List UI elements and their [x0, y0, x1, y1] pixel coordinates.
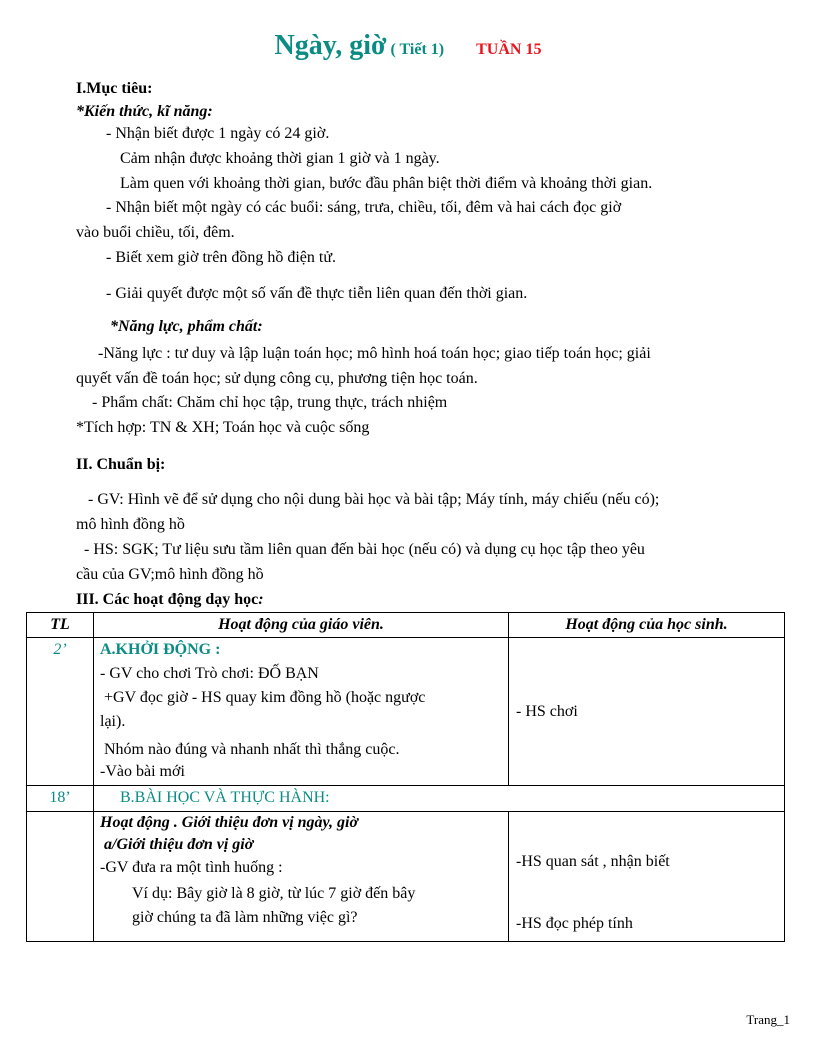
row-time: 2’ — [27, 638, 94, 786]
row-time: 18’ — [27, 786, 94, 812]
teacher-activity — [94, 812, 509, 942]
header-student: Hoạt động của học sinh. — [509, 613, 785, 638]
page-title — [0, 30, 816, 62]
teacher-line: - GV cho chơi Trò chơi: ĐỐ BẠN — [100, 665, 319, 682]
student-line: -HS đọc phép tính — [516, 915, 633, 932]
objective-line: - Biết xem giờ trên đồng hồ điện tử. — [106, 249, 336, 266]
objective-line: vào buổi chiều, tối, đêm. — [76, 224, 235, 241]
page-number: Trang_1 — [746, 1012, 790, 1027]
student-activity — [509, 812, 785, 942]
competence-line: *Tích hợp: TN & XH; Toán học và cuộc sống — [76, 419, 370, 436]
teacher-line: -Vào bài mới — [100, 763, 185, 780]
section3-heading: III. Các hoạt động dạy học: — [76, 591, 264, 608]
objective-line: Cảm nhận được khoảng thời gian 1 giờ và 1 ngày. — [120, 150, 440, 167]
activity-subtitle: a/Giới thiệu đơn vị giờ — [104, 836, 254, 853]
section2-heading: II. Chuẩn bị: — [76, 456, 166, 473]
preparation-line: - GV: Hình vẽ để sử dụng cho nội dung bài học và bài tập; Máy tính, máy chiếu (nếu có); — [88, 491, 660, 508]
preparation-line: - HS: SGK; Tư liệu sưu tầm liên quan đến bài học (nếu có) và dụng cụ học tập theo yêu — [84, 541, 645, 558]
competence-heading: *Năng lực, phẩm chất: — [110, 318, 263, 335]
competence-line: -Năng lực : tư duy và lập luận toán học; mô hình hoá toán học; giao tiếp toán học; giải — [98, 345, 651, 362]
header-time: TL — [27, 613, 94, 638]
section1-heading: I.Mục tiêu: — [76, 80, 153, 97]
objective-line: - Nhận biết được 1 ngày có 24 giờ. — [106, 125, 330, 142]
section-b-title: B.BÀI HỌC VÀ THỰC HÀNH: — [94, 786, 785, 812]
objective-line: - Giải quyết được một số vấn đề thực tiễn liên quan đến thời gian. — [106, 285, 528, 302]
objective-line: Làm quen với khoảng thời gian, bước đầu phân biệt thời điểm và khoảng thời gian. — [120, 175, 653, 192]
table-row — [27, 638, 785, 786]
lesson-period: ( Tiết 1) — [390, 41, 445, 58]
student-activity: - HS chơi — [509, 638, 785, 786]
preparation-line: cầu của GV;mô hình đồng hồ — [76, 566, 264, 583]
table-row — [27, 812, 785, 942]
teacher-activity — [94, 638, 509, 786]
week-label: TUẦN 15 — [476, 41, 542, 58]
student-line: -HS quan sát , nhận biết — [516, 853, 670, 870]
activities-table — [26, 612, 785, 942]
table-row — [27, 786, 785, 812]
teacher-line: giờ chúng ta đã làm những việc gì? — [132, 909, 358, 926]
row-time-empty — [27, 812, 94, 942]
preparation-line: mô hình đồng hồ — [76, 516, 185, 533]
teacher-line: -GV đưa ra một tình huống : — [100, 859, 283, 876]
competence-line: quyết vấn đề toán học; sử dụng công cụ, phương tiện học toán. — [76, 370, 478, 387]
teacher-line: +GV đọc giờ - HS quay kim đồng hồ (hoặc ngược — [100, 689, 426, 706]
competence-line: - Phẩm chất: Chăm chỉ học tập, trung thực, trách nhiệm — [92, 394, 448, 411]
warmup-title: A.KHỞI ĐỘNG : — [100, 641, 221, 658]
teacher-line: Ví dụ: Bây giờ là 8 giờ, từ lúc 7 giờ đến bây — [132, 885, 416, 902]
lesson-title: Ngày, giờ — [274, 30, 387, 61]
activity-title: Hoạt động . Giới thiệu đơn vị ngày, giờ — [100, 814, 359, 831]
teacher-line: Nhóm nào đúng và nhanh nhất thì thắng cuộc. — [100, 741, 400, 758]
header-teacher: Hoạt động của giáo viên. — [94, 613, 509, 638]
objective-line: - Nhận biết một ngày có các buổi: sáng, trưa, chiều, tối, đêm và hai cách đọc giờ — [106, 199, 622, 216]
knowledge-heading: *Kiến thức, kĩ năng: — [76, 103, 213, 120]
teacher-line: lại). — [100, 713, 126, 730]
table-header-row — [27, 613, 785, 638]
